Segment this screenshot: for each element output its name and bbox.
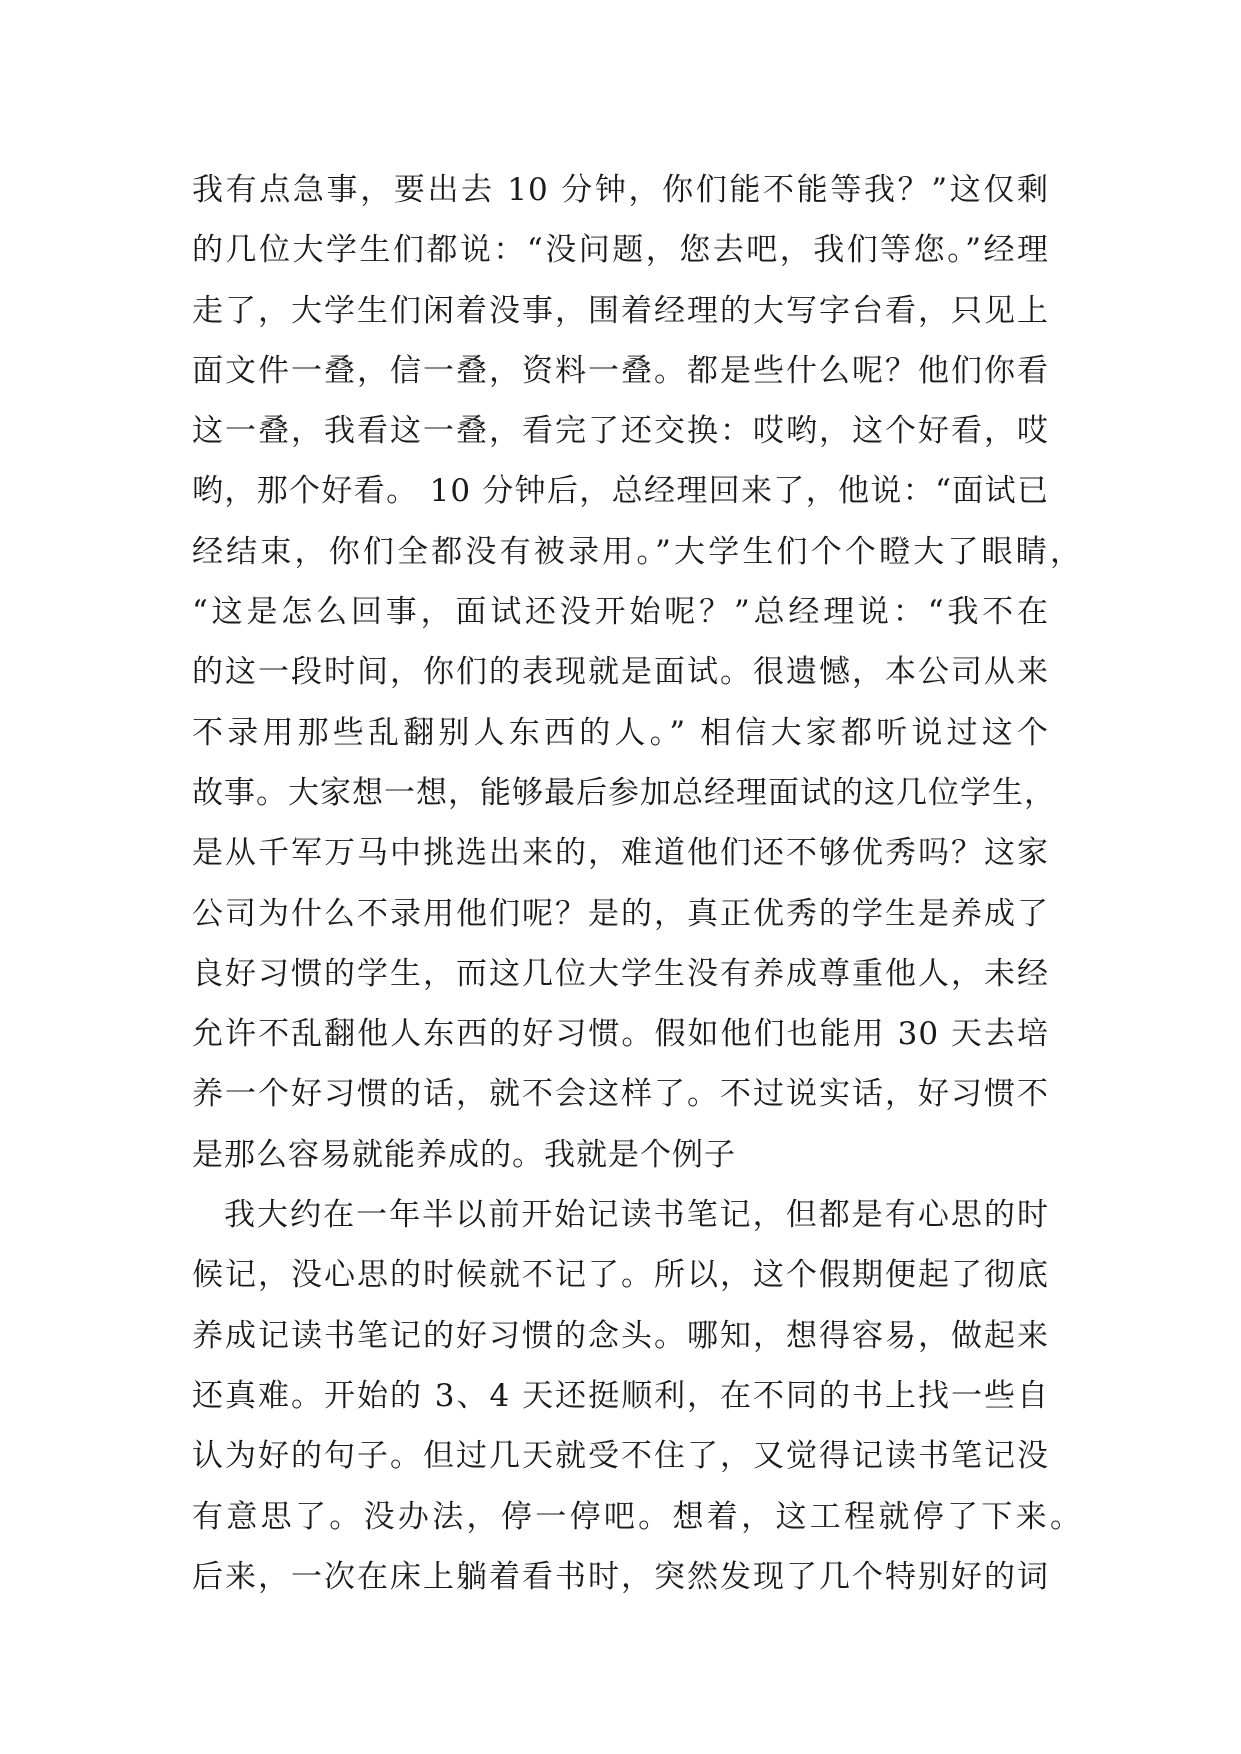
text-line: 养成记读书笔记的好习惯的念头。哪知，想得容易，做起来 <box>192 1317 1049 1354</box>
text-line: 不录用那些乱翻别人东西的人。” 相信大家都听说过这个 <box>192 714 1049 751</box>
text-line: 故事。大家想一想，能够最后参加总经理面试的这几位学生， <box>192 774 1056 811</box>
text-line: 的这一段时间，你们的表现就是面试。很遗憾，本公司从来 <box>192 654 1049 691</box>
text-line: 养一个好习惯的话，就不会这样了。不过说实话，好习惯不 <box>192 1076 1049 1113</box>
text-line: 是从千军万马中挑选出来的，难道他们还不够优秀吗？这家 <box>192 835 1049 872</box>
text-line: 经结束，你们全都没有被录用。”大学生们个个瞪大了眼睛， <box>192 533 1082 570</box>
text-line: 面文件一叠，信一叠，资料一叠。都是些什么呢？他们你看 <box>192 352 1049 389</box>
text-line: 后来，一次在床上躺着看书时，突然发现了几个特别好的词 <box>192 1558 1049 1595</box>
text-line: 这一叠，我看这一叠，看完了还交换：哎哟，这个好看，哎 <box>192 413 1049 450</box>
text-line: 还真难。开始的 3、4 天还挺顺利，在不同的书上找一些自 <box>192 1377 1049 1414</box>
text-line: 是那么容易就能养成的。我就是个例子 <box>192 1136 736 1173</box>
text-line: 认为好的句子。但过几天就受不住了，又觉得记读书笔记没 <box>192 1438 1049 1475</box>
paragraph-first-line: 我大约在一年半以前开始记读书笔记，但都是有心思的时 <box>224 1197 1049 1234</box>
text-line: 公司为什么不录用他们呢？是的，真正优秀的学生是养成了 <box>192 895 1049 932</box>
body-text <box>192 160 1092 1607</box>
text-line: 有意思了。没办法，停一停吧。想着，这工程就停了下来。 <box>192 1498 1082 1535</box>
text-line: 良好习惯的学生，而这几位大学生没有养成尊重他人，未经 <box>192 955 1049 992</box>
text-line: 的几位大学生们都说：“没问题，您去吧，我们等您。”经理 <box>192 232 1049 269</box>
text-line: “这是怎么回事，面试还没开始呢？”总经理说：“我不在 <box>192 594 1049 631</box>
text-line: 我有点急事，要出去 10 分钟，你们能不能等我？”这仅剩 <box>192 172 1049 208</box>
text-line: 允许不乱翻他人东西的好习惯。假如他们也能用 30 天去培 <box>192 1016 1049 1053</box>
text-line: 哟，那个好看。 10 分钟后，总经理回来了，他说：“面试已 <box>192 473 1049 510</box>
text-line: 候记，没心思的时候就不记了。所以，这个假期便起了彻底 <box>192 1257 1049 1294</box>
text-line: 走了，大学生们闲着没事，围着经理的大写字台看，只见上 <box>192 292 1049 329</box>
